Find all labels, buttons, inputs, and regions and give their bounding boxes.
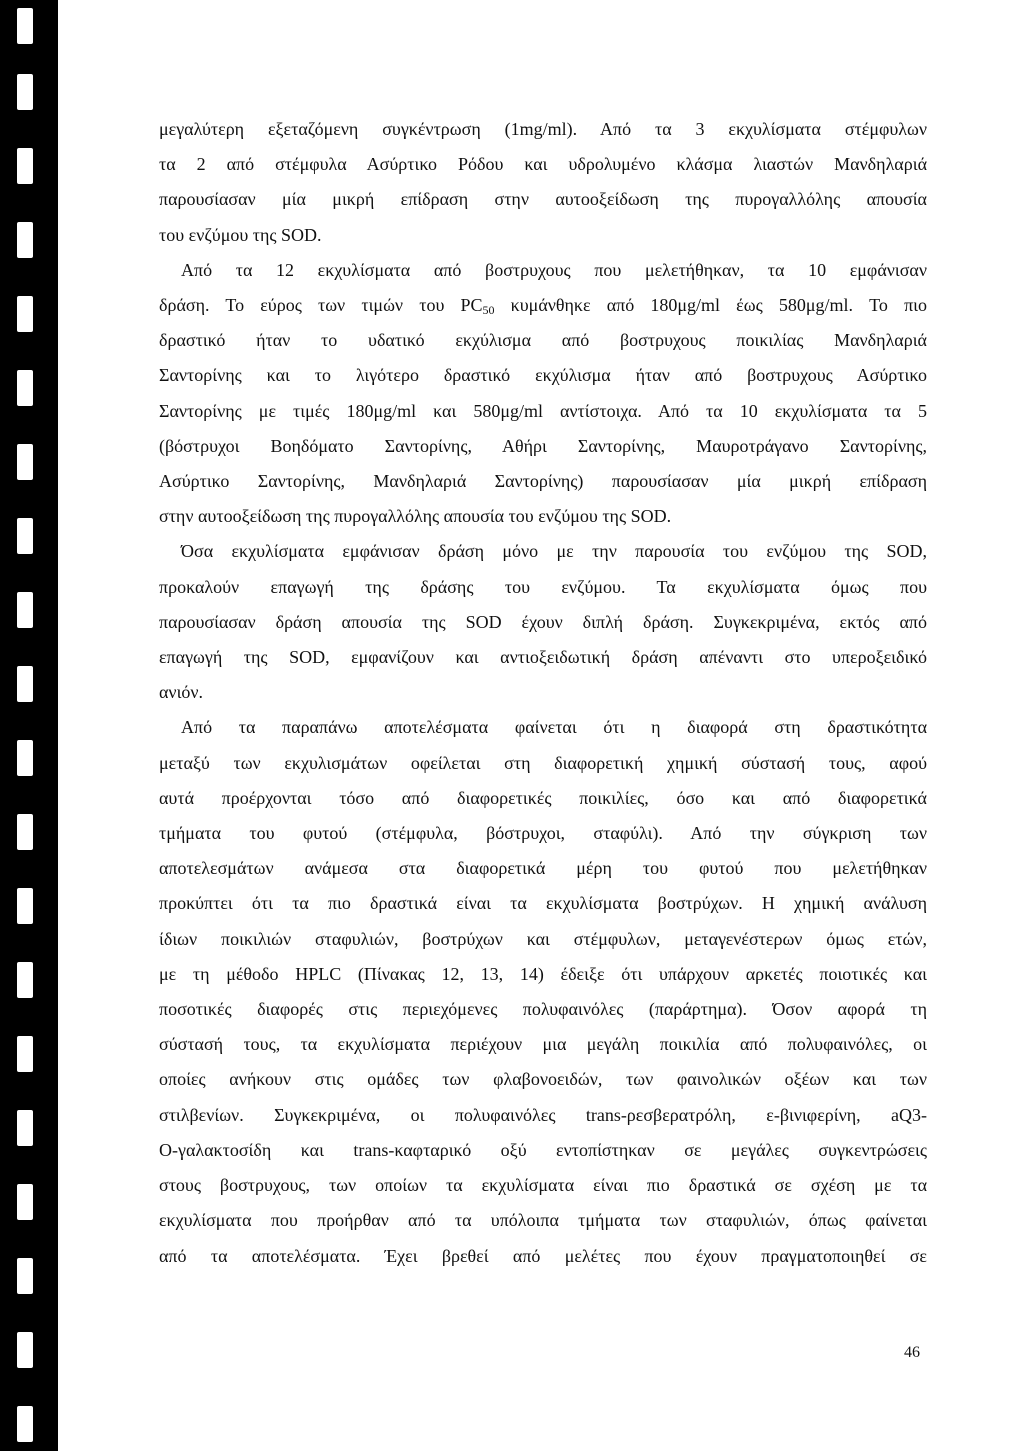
text-line: εκχυλίσματα που προήρθαν από τα υπόλοιπα τμήματα των σταφυλιών, όπως φαίνεται	[159, 1210, 927, 1231]
text-line: από τα αποτελέσματα. Έχει βρεθεί από μελέτες που έχουν πραγματοποιηθεί σε	[159, 1245, 927, 1266]
text-line: ανιόν.	[159, 682, 204, 703]
text-line: Ο-γαλακτοσίδη και trans-καφταρικό οξύ εντοπίστηκαν σε μεγάλες συγκεντρώσεις	[159, 1139, 927, 1160]
perforation-mark	[17, 1332, 33, 1368]
perforation-mark	[17, 962, 33, 998]
perforation-mark	[17, 1036, 33, 1072]
page-number: 46	[904, 1344, 920, 1361]
perforation-mark	[17, 148, 33, 184]
document-page	[58, 0, 1024, 1451]
perforation-mark	[17, 8, 33, 44]
text-line: (βόστρυχοι Βοηδόματο Σαντορίνης, Αθήρι Σαντορίνης, Μαυροτράγανο Σαντορίνης,	[159, 435, 927, 456]
text-line: στιλβενίων. Συγκεκριμένα, οι πολυφαινόλες trans-ρεσβερατρόλη, ε-βινιφερίνη, aQ3-	[159, 1104, 927, 1125]
body-text	[159, 112, 927, 1274]
perforation-mark	[17, 444, 33, 480]
perforation-mark	[17, 296, 33, 332]
text-line: ίδιων ποικιλιών σταφυλιών, βοστρύχων και στέμφυλων, μεταγενέστερων όμως ετών,	[159, 928, 927, 949]
perforation-mark	[17, 1258, 33, 1294]
text-line: του ενζύμου της SOD.	[159, 224, 322, 245]
text-line: προκύπτει ότι τα πιο δραστικά είναι τα εκχυλίσματα βοστρύχων. Η χημική ανάλυση	[159, 893, 927, 914]
perforation-mark	[17, 222, 33, 258]
perforation-mark	[17, 592, 33, 628]
text-line: Από τα 12 εκχυλίσματα από βοστρυχους που μελετήθηκαν, τα 10 εμφάνισαν	[181, 259, 927, 280]
perforation-mark	[17, 888, 33, 924]
text-line: Όσα εκχυλίσματα εμφάνισαν δράση μόνο με την παρουσία του ενζύμου της SOD,	[181, 541, 927, 562]
perforation-mark	[17, 518, 33, 554]
text-line: Από τα παραπάνω αποτελέσματα φαίνεται ότι η διαφορά στη δραστικότητα	[181, 717, 927, 738]
text-line: οποίες ανήκουν στις ομάδες των φλαβονοειδών, των φαινολικών οξέων και των	[159, 1069, 927, 1090]
text-line: ποσοτικές διαφορές στις περιεχόμενες πολυφαινόλες (παράρτημα). Όσον αφορά τη	[159, 999, 927, 1020]
text-line: Σαντορίνης και το λιγότερο δραστικό εκχύλισμα ήταν από βοστρυχους Ασύρτικο	[159, 365, 927, 386]
text-line: με τη μέθοδο HPLC (Πίνακας 12, 13, 14) έδειξε ότι υπάρχουν αρκετές ποιοτικές και	[159, 963, 927, 984]
text-line: στην αυτοοξείδωση της πυρογαλλόλης απουσία του ενζύμου της SOD.	[159, 506, 672, 527]
text-line: παρουσίασαν μία μικρή επίδραση στην αυτοοξείδωση της πυρογαλλόλης απουσία	[159, 189, 927, 210]
text-line: αποτελεσμάτων ανάμεσα στα διαφορετικά μέρη του φυτού που μελετήθηκαν	[159, 858, 927, 879]
text-line: στους βοστρυχους, των οποίων τα εκχυλίσματα είναι πιο δραστικά σε σχέση με τα	[159, 1175, 927, 1196]
perforation-mark	[17, 1184, 33, 1220]
perforation-mark	[17, 74, 33, 110]
text-line: μεταξύ των εκχυλισμάτων οφείλεται στη διαφορετική χημική σύστασή τους, αφού	[159, 752, 927, 773]
text-line: παρουσίασαν δράση απουσία της SOD έχουν διπλή δράση. Συγκεκριμένα, εκτός από	[159, 611, 927, 632]
text-line: αυτά προέρχονται τόσο από διαφορετικές ποικιλίες, όσο και από διαφορετικά	[159, 787, 927, 808]
text-line: τα 2 από στέμφυλα Ασύρτικο Ρόδου και υδρολυμένο κλάσμα λιαστών Μανδηλαριά	[159, 154, 927, 175]
perforation-mark	[17, 1406, 33, 1442]
text-line: προκαλούν επαγωγή της δράσης του ενζύμου. Τα εκχυλίσματα όμως που	[159, 576, 927, 597]
perforation-mark	[17, 1110, 33, 1146]
film-strip	[0, 0, 52, 1451]
perforation-mark	[17, 666, 33, 702]
text-line: επαγωγή της SOD, εμφανίζουν και αντιοξειδωτική δράση απέναντι στο υπεροξειδικό	[159, 647, 927, 668]
text-line: τμήματα του φυτού (στέμφυλα, βόστρυχοι, σταφύλι). Από την σύγκριση των	[159, 823, 927, 844]
text-line: Σαντορίνης με τιμές 180μg/ml και 580μg/ml αντίστοιχα. Από τα 10 εκχυλίσματα τα 5	[159, 400, 927, 421]
text-line: δραστικό ήταν το υδατικό εκχύλισμα από βοστρυχους ποικιλίας Μανδηλαριά	[159, 330, 927, 351]
perforation-mark	[17, 370, 33, 406]
perforation-mark	[17, 814, 33, 850]
text-line: μεγαλύτερη εξεταζόμενη συγκέντρωση (1mg/ml). Από τα 3 εκχυλίσματα στέμφυλων	[159, 119, 927, 139]
text-line: δράση. Το εύρος των τιμών του $PC_{50}$ κυμάνθηκε από 180μg/ml έως 580μg/ml. Το πιο	[159, 295, 927, 318]
text-line: σύστασή τους, τα εκχυλίσματα περιέχουν μια μεγάλη ποικιλία από πολυφαινόλες, οι	[159, 1034, 927, 1055]
text-line: Ασύρτικο Σαντορίνης, Μανδηλαριά Σαντορίνης) παρουσίασαν μία μικρή επίδραση	[159, 471, 927, 492]
perforation-mark	[17, 740, 33, 776]
